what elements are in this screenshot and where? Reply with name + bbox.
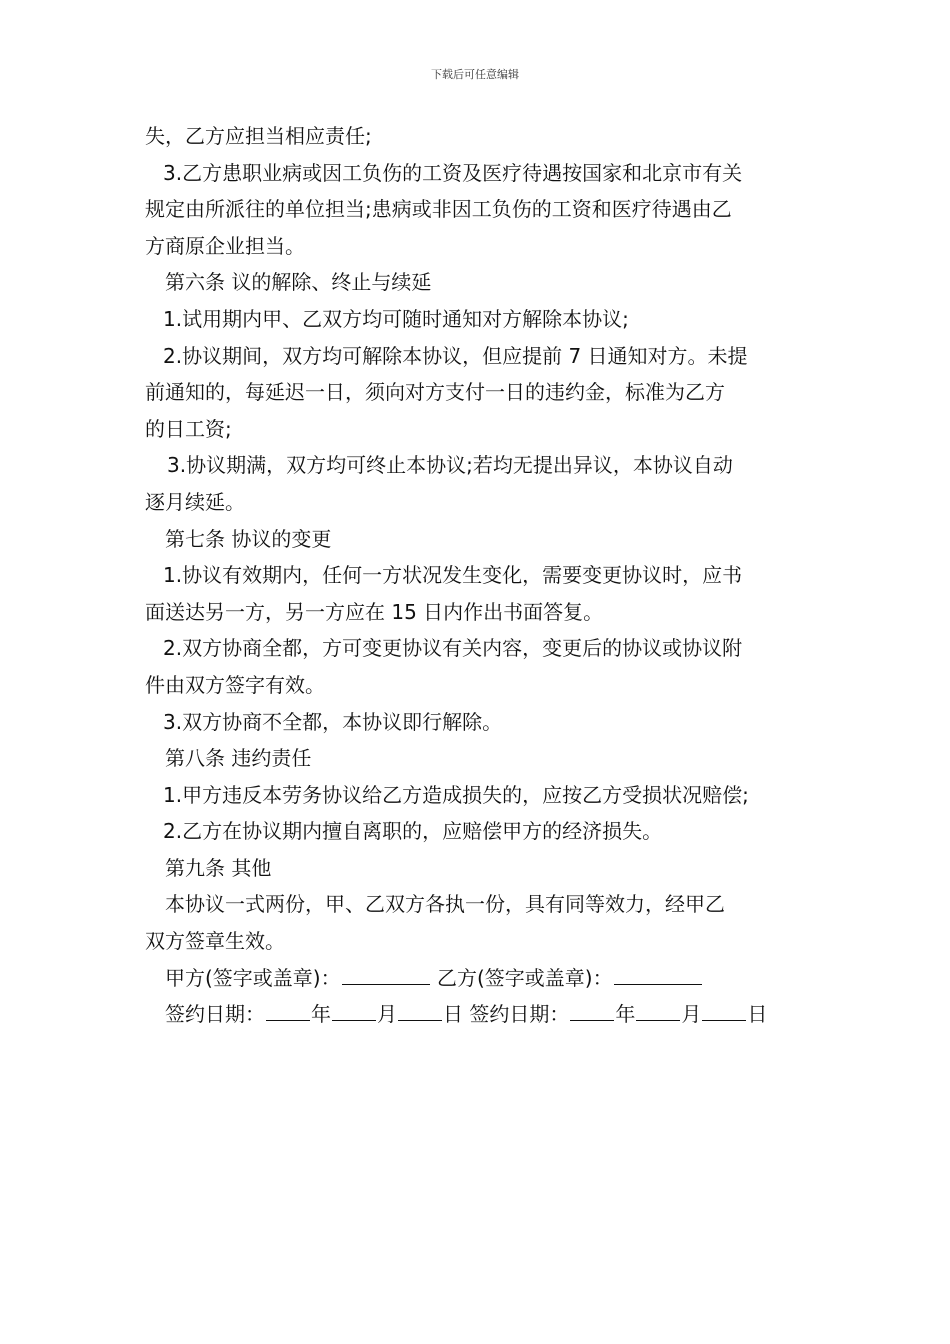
text-line: 1.甲方违反本劳务协议给乙方造成损失的，应按乙方受损状况赔偿;	[163, 782, 749, 807]
day-label: 日	[747, 1002, 768, 1027]
year-label: 年	[311, 1002, 331, 1027]
party-b-label: 乙方(签字或盖章)：	[436, 965, 613, 990]
text-line: 面送达另一方，另一方应在 15 日内作出书面答复。	[145, 599, 604, 624]
month-label: 月	[377, 1002, 397, 1027]
text-line: 双方签章生效。	[145, 929, 285, 954]
text-line: 规定由所派往的单位担当;患病或非因工负伤的工资和医疗待遇由乙	[145, 197, 732, 222]
date-label-a: 签约日期：	[165, 1002, 265, 1027]
text-line: 前通知的，每延迟一日，须向对方支付一日的违约金，标准为乙方	[145, 380, 725, 405]
text-line: 2.乙方在协议期内擅自离职的，应赔偿甲方的经济损失。	[163, 819, 663, 844]
text-line: 1.试用期内甲、乙双方均可随时通知对方解除本协议;	[163, 306, 629, 331]
text-line: 3.双方协商不全都，本协议即行解除。	[163, 709, 503, 734]
month-label: 月	[681, 1002, 702, 1027]
section-heading: 第六条 议的解除、终止与续延	[165, 270, 432, 295]
text-line: 1.协议有效期内，任何一方状况发生变化，需要变更协议时，应书	[163, 563, 743, 588]
date-line	[145, 996, 825, 1033]
section-heading: 第九条 其他	[165, 855, 272, 880]
day-blank	[702, 1000, 746, 1021]
document-body	[145, 118, 825, 1033]
year-blank	[266, 1000, 310, 1021]
month-blank	[332, 1000, 376, 1021]
section-heading: 第七条 协议的变更	[165, 526, 332, 551]
text-line: 逐月续延。	[145, 489, 245, 514]
party-b-signature-blank	[614, 964, 702, 985]
text-line: 本协议一式两份，甲、乙双方各执一份，具有同等效力，经甲乙	[165, 892, 725, 917]
month-blank	[636, 1000, 680, 1021]
party-a-label: 甲方(签字或盖章)：	[165, 965, 341, 990]
text-line: 2.协议期间，双方均可解除本协议，但应提前 7 日通知对方。未提	[163, 343, 748, 368]
text-line: 3.乙方患职业病或因工负伤的工资及医疗待遇按国家和北京市有关	[163, 160, 743, 185]
year-blank	[570, 1000, 614, 1021]
day-label: 日	[443, 1002, 463, 1027]
date-label-b: 签约日期：	[469, 1002, 570, 1027]
text-line: 3.协议期满，双方均可终止本协议;若均无提出异议，本协议自动	[167, 453, 733, 478]
signature-line	[145, 960, 825, 997]
text-line: 件由双方签字有效。	[145, 672, 325, 697]
text-line: 2.双方协商全都，方可变更协议有关内容，变更后的协议或协议附	[163, 636, 743, 661]
text-line: 的日工资;	[145, 416, 232, 441]
page-header: 下载后可任意编辑	[431, 68, 519, 81]
section-heading: 第八条 违约责任	[165, 746, 312, 771]
year-label: 年	[615, 1002, 636, 1027]
text-line: 方商原企业担当。	[145, 233, 305, 258]
day-blank	[398, 1000, 442, 1021]
text-line: 失，乙方应担当相应责任;	[145, 124, 372, 148]
party-a-signature-blank	[342, 964, 430, 985]
